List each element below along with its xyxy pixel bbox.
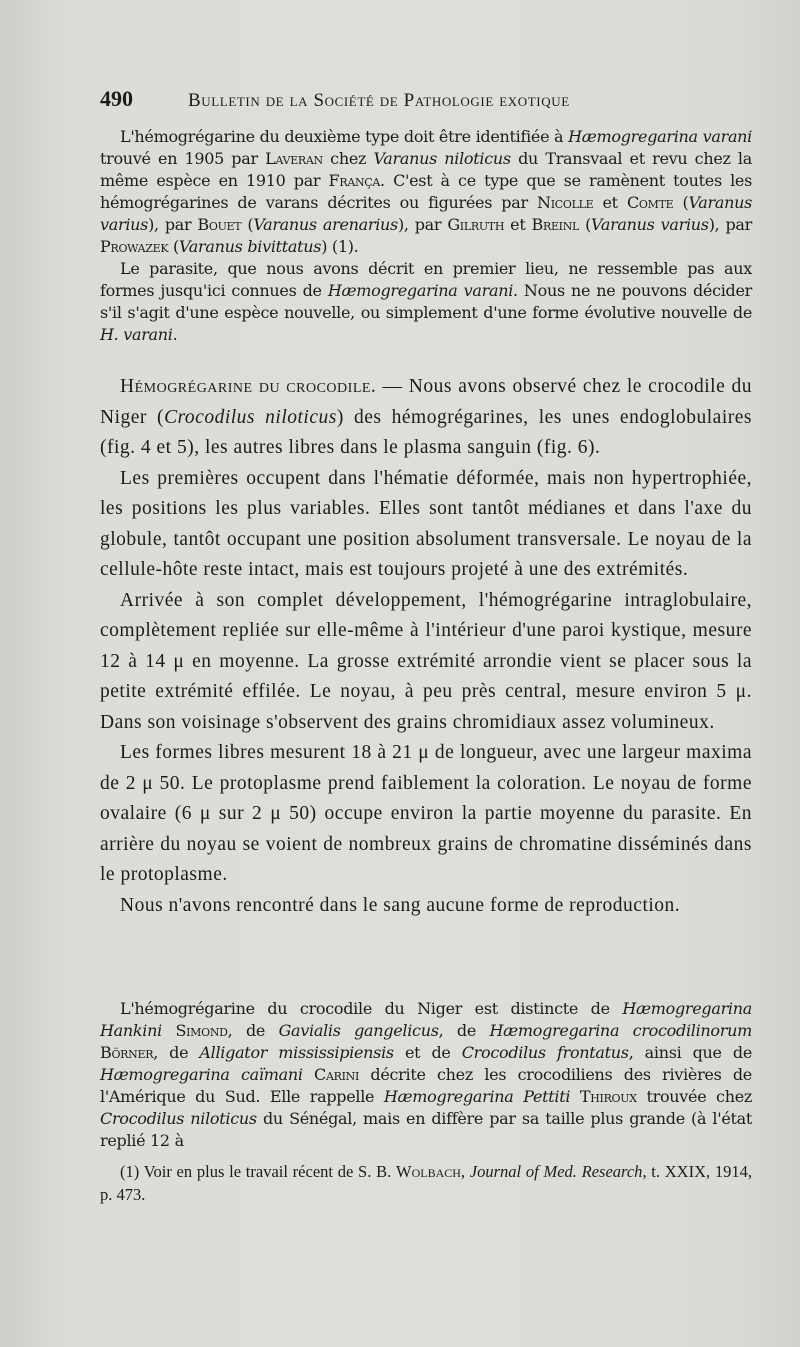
paragraph-reproduction: Nous n'avons rencontré dans le sang aucune forme de reproduction. <box>120 894 681 916</box>
paragraph-varans: L'hémogrégarine du deuxième type doit être identifiée à Hæmogregarina varani trouvé en 1905 par Laveran chez Varanus niloticus du Transvaal et revu chez la même espèce en 1910 par França. C'est à ce type que se ramènent toutes les hémogrégarines de varans décrites ou figurées par Nicolle et Comte (Varanus varius), par Bouet (Varanus arenarius), par Gilruth et Breinl (Varanus varius), par Prowazek (Varanus bivittatus) (1). Le parasite, que nous avons décrit en premier lieu, ne ressemble pas aux formes jusqu'ici connues de Hæmogregarina varani. Nous ne ne pouvons décider s'il s'agit d'une espèce nouvelle, ou simplement d'une forme évolutive nouvelle de H. varani. <box>100 127 753 344</box>
section-crocodile <box>100 372 752 921</box>
paragraph-parasite: Le parasite, que nous avons décrit en premier lieu, ne ressemble pas aux formes jusqu'ici connues de Hæmogregarina varani. Nous ne ne pouvons décider s'il s'agit d'une espèce nouvelle, ou simplement d'une forme évolutive nouvelle de H. varani. <box>100 259 753 344</box>
paragraph-endoglobulaires: Les premières occupent dans l'hématie déformée, mais non hypertrophiée, les positions les plus variables. Elles sont tantôt médianes et dans l'axe du globule, tantôt occupant une position absolument transversale. Le noyau de la cellule-hôte reste intact, mais est toujours projeté à une des extrémités. <box>100 467 752 580</box>
paragraph-crocodile-intro: Hémogrégarine du crocodile. — Nous avons observé chez le crocodile du Niger (Crocodilus niloticus) des hémogrégarines, les unes endoglobulaires (fig. 4 et 5), les autres libres dans le plasma sanguin (fig. 6). <box>100 376 752 458</box>
running-title: Bulletin de la Société de Pathologie exotique <box>188 90 570 111</box>
footnote: (1) Voir en plus le travail récent de S. B. Wolbach, Journal of Med. Research, t. XXIX, 1914, p. 473. <box>100 1162 753 1204</box>
page-header <box>100 86 750 112</box>
paragraph-developpement: Arrivée à son complet développement, l'hémogrégarine intraglobulaire, complètement repliée sur elle-même à l'intérieur d'une paroi kystique, mesure 12 à 14 μ en moyenne. La grosse extrémité arrondie vient se placer sous la petite extrémité effilée. Le noyau, à peu près central, mesure environ 5 μ. Dans son voisinage s'observent des grains chromidiaux assez volumineux. <box>100 589 752 733</box>
section-heading: Hémogrégarine du crocodile. <box>120 376 377 397</box>
paragraph-distinction: L'hémogrégarine du crocodile du Niger est distincte de Hæmogregarina Hankini Simond, de Gavialis gangelicus, de Hæmogregarina crocodilinorum Börner, de Alligator mississipiensis et de Crocodilus frontatus, ainsi que de Hæmogregarina caïmani Carini décrite chez les crocodiliens des rivières de l'Amérique du Sud. Elle rappelle Hæmogregarina Pettiti Thiroux trouvée chez Crocodilus niloticus du Sénégal, mais en diffère par sa taille plus grande (à l'état replié 12 à <box>100 999 753 1150</box>
page-number: 490 <box>100 86 133 111</box>
paragraph-formes-libres: Les formes libres mesurent 18 à 21 μ de longueur, avec une largeur maxima de 2 μ 50. Le protoplasme prend faiblement la coloration. Le noyau de forme ovalaire (6 μ sur 2 μ 50) occupe environ la partie moyenne du parasite. En arrière du noyau se voient de nombreux grains de chromatine disséminés dans le protoplasme. <box>100 742 752 885</box>
